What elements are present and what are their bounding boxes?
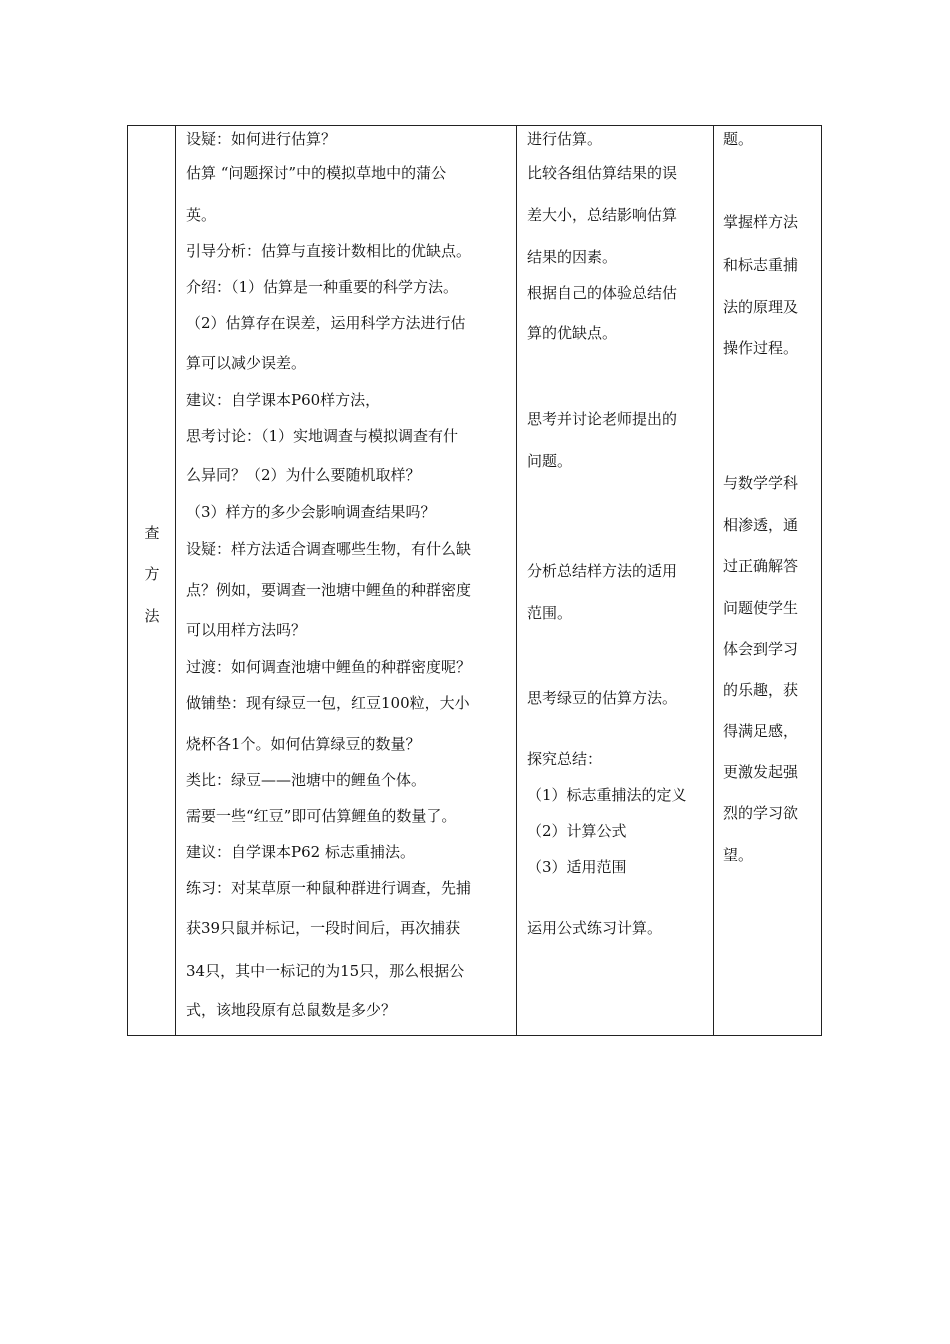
- column-divider: [516, 126, 517, 1035]
- teacher-line: 算可以减少误差。: [186, 354, 307, 372]
- intent-line: 相渗透，通: [723, 516, 799, 534]
- teacher-line: 34只，其中一标记的为15只，那么根据公: [186, 962, 465, 980]
- column-divider: [713, 126, 714, 1035]
- teacher-line: （3）样方的多少会影响调查结果吗？: [186, 503, 436, 521]
- student-line: 思考并讨论老师提出的: [527, 410, 678, 428]
- intent-line: 与数学学科: [723, 474, 799, 492]
- teacher-line: 做铺垫：现有绿豆一包，红豆100粒，大小: [186, 694, 470, 712]
- teacher-line: 引导分析：估算与直接计数相比的优缺点。: [186, 242, 472, 260]
- student-line: 算的优缺点。: [527, 324, 618, 342]
- student-line: 比较各组估算结果的误: [527, 164, 678, 182]
- student-line: 分析总结样方法的适用: [527, 562, 678, 580]
- teacher-line: 式，该地段原有总鼠数是多少？: [186, 1001, 397, 1019]
- student-line: （1）标志重捕法的定义: [527, 786, 687, 804]
- student-line: 思考绿豆的估算方法。: [527, 689, 678, 707]
- student-line: 根据自己的体验总结估: [527, 284, 678, 302]
- teacher-line: 类比：绿豆——池塘中的鲤鱼个体。: [186, 771, 427, 789]
- intent-line: 和标志重捕: [723, 256, 799, 274]
- intent-line: 烈的学习欲: [723, 804, 799, 822]
- section-label-char: 方: [144, 565, 160, 583]
- teacher-line: 点？例如，要调查一池塘中鲤鱼的种群密度: [186, 581, 472, 599]
- intent-line: 得满足感，: [723, 722, 799, 740]
- student-line: 问题。: [527, 452, 573, 470]
- teacher-line: 练习：对某草原一种鼠种群进行调查，先捕: [186, 879, 472, 897]
- teacher-line: 需要一些“红豆”即可估算鲤鱼的数量了。: [186, 807, 457, 825]
- student-line: 探究总结：: [527, 750, 603, 768]
- teacher-line: 思考讨论：（1）实地调查与模拟调查有什: [186, 427, 459, 445]
- section-label-char: 法: [144, 607, 160, 625]
- student-line: 运用公式练习计算。: [527, 919, 663, 937]
- student-line: 范围。: [527, 604, 573, 622]
- teacher-line: 建议：自学课本P62 标志重捕法。: [186, 843, 415, 861]
- section-label-char: 查: [144, 524, 160, 542]
- student-line: （3）适用范围: [527, 858, 627, 876]
- student-line: 结果的因素。: [527, 248, 618, 266]
- teacher-line: （2）估算存在误差，运用科学方法进行估: [186, 314, 466, 332]
- intent-line: 更激发起强: [723, 763, 799, 781]
- teacher-line: 介绍：（1）估算是一种重要的科学方法。: [186, 278, 459, 296]
- intent-line: 的乐趣，获: [723, 681, 799, 699]
- intent-line: 操作过程。: [723, 339, 799, 357]
- intent-line: 望。: [723, 846, 754, 864]
- intent-line: 法的原理及: [723, 298, 799, 316]
- teacher-line: 可以用样方法吗？: [186, 621, 307, 639]
- student-line: （2）计算公式: [527, 822, 627, 840]
- teacher-line: 烧杯各1个。如何估算绿豆的数量？: [186, 735, 421, 753]
- teacher-line: 设疑：如何进行估算？: [186, 130, 337, 148]
- student-line: 差大小，总结影响估算: [527, 206, 678, 224]
- intent-line: 掌握样方法: [723, 213, 799, 231]
- teacher-line: 英。: [186, 206, 217, 224]
- student-line: 进行估算。: [527, 130, 603, 148]
- teacher-line: 估算 “问题探讨”中的模拟草地中的蒲公: [186, 164, 447, 182]
- intent-line: 题。: [723, 130, 754, 148]
- teacher-line: 建议：自学课本P60样方法，: [186, 391, 381, 409]
- intent-line: 问题使学生: [723, 599, 799, 617]
- teacher-line: 获39只鼠并标记，一段时间后，再次捕获: [186, 919, 461, 937]
- intent-line: 体会到学习: [723, 640, 799, 658]
- lesson-table: [127, 125, 822, 1036]
- intent-line: 过正确解答: [723, 557, 799, 575]
- teacher-line: 过渡：如何调查池塘中鲤鱼的种群密度呢？: [186, 658, 472, 676]
- teacher-line: 么异同？（2）为什么要随机取样？: [186, 466, 421, 484]
- teacher-line: 设疑：样方法适合调查哪些生物，有什么缺: [186, 540, 472, 558]
